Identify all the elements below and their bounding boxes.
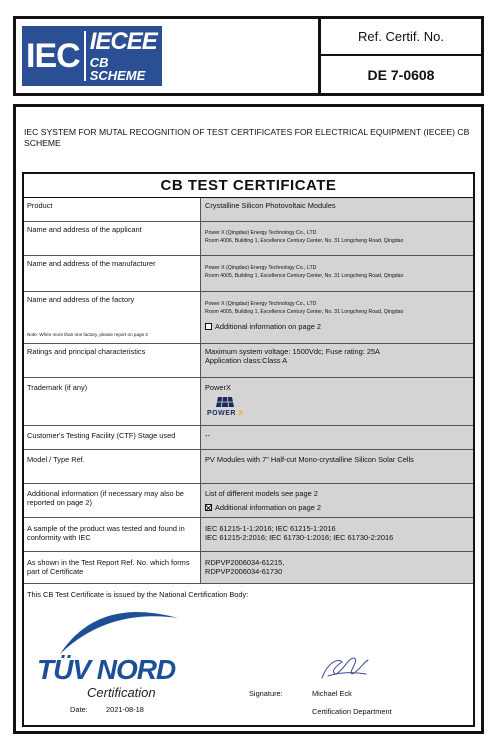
signatory-name: Michael Eck [312, 689, 352, 698]
additional-info-value [201, 484, 473, 517]
row-model [24, 450, 473, 484]
model-value: PV Modules with 7" Half-cut Mono-crystalline Silicon Solar Cells [201, 450, 473, 483]
manufacturer-label: Name and address of the manufacturer [24, 256, 201, 291]
row-report [24, 552, 473, 584]
powerx-logo [207, 396, 469, 418]
certificate-header [13, 16, 484, 96]
additional-info-checkbox[interactable] [205, 504, 212, 511]
applicant-line1: Power X (Qingdao) Energy Technology Co., LTD [205, 230, 317, 236]
product-label: Product [24, 198, 201, 221]
ratings-label: Ratings and principal characteristics [24, 344, 201, 377]
iec-iecee-logo [22, 26, 162, 86]
logo-area [16, 19, 321, 93]
certificate-frame [13, 104, 484, 734]
factory-line1: Power X (Qingdao) Energy Technology Co., LTD [205, 301, 317, 307]
ctf-value: -- [201, 426, 473, 449]
ref-certif-label: Ref. Certif. No. [321, 19, 481, 56]
applicant-label: Name and address of the applicant [24, 222, 201, 255]
sample-line1: IEC 61215-1-1:2016; IEC 61215-1:2016 [205, 524, 336, 533]
ratings-value [201, 344, 473, 377]
additional-info-checkbox-text: Additional information on page 2 [215, 503, 322, 512]
manufacturer-line2: Room 4005, Building 1, Excellence Century Center, No. 31 Longcheng Road, Qingdao [205, 273, 404, 279]
tuv-certification-text: Certification [87, 685, 156, 700]
cb-logo-text: CB [89, 55, 109, 70]
factory-note: Note: When more than one factory, please report on page 2 [27, 332, 148, 337]
factory-additional [205, 322, 469, 331]
factory-value [201, 292, 473, 343]
manufacturer-line1: Power X (Qingdao) Energy Technology Co., LTD [205, 265, 317, 271]
tuv-nord-logo-text: TÜV NORD [37, 654, 176, 685]
additional-info-checkbox-row [205, 503, 469, 512]
row-trademark [24, 378, 473, 426]
factory-additional-checkbox[interactable] [205, 323, 212, 330]
certification-department: Certification Department [312, 707, 392, 716]
issued-by-text: This CB Test Certificate is issued by the National Certification Body: [27, 590, 249, 599]
factory-label-cell [24, 292, 201, 343]
report-value [201, 552, 473, 583]
additional-info-line1: List of different models see page 2 [205, 489, 318, 498]
factory-label: Name and address of the factory [27, 295, 135, 304]
handwritten-signature [314, 652, 374, 684]
ref-certificate-box [321, 19, 481, 93]
row-applicant [24, 222, 473, 256]
row-sample [24, 518, 473, 552]
row-ctf [24, 426, 473, 450]
row-factory [24, 292, 473, 344]
ratings-line1: Maximum system voltage: 1500Vdc; Fuse rating: 25A [205, 347, 380, 356]
model-label: Model / Type Ref. [24, 450, 201, 483]
ratings-line2: Application class:Class A [205, 356, 288, 365]
logo-separator [84, 31, 86, 81]
trademark-label: Trademark (if any) [24, 378, 201, 425]
factory-additional-text: Additional information on page 2 [215, 322, 322, 331]
sample-line2: IEC 61215-2:2016; IEC 61730-1:2016; IEC 61730-2:2016 [205, 533, 394, 542]
report-label: As shown in the Test Report Ref. No. which forms part of Certificate [24, 552, 201, 583]
applicant-value [201, 222, 473, 255]
certificate-body [22, 172, 475, 727]
powerx-wordmark-x: X [238, 410, 244, 417]
row-manufacturer [24, 256, 473, 292]
iec-logo-text: IEC [26, 36, 80, 75]
signature-label: Signature: [249, 689, 283, 698]
row-additional-info [24, 484, 473, 518]
ref-certif-number: DE 7-0608 [367, 66, 435, 83]
product-value: Crystalline Silicon Photovoltaic Modules [201, 198, 473, 221]
iecee-cb-scheme-logo [90, 30, 157, 82]
applicant-line2: Room 4006, Building 1, Excellence Century Center, No. 31 Longcheng Road, Qingdao [205, 238, 404, 244]
ctf-label: Customer's Testing Facility (CTF) Stage used [24, 426, 201, 449]
sample-label: A sample of the product was tested and found in conformity with IEC [24, 518, 201, 551]
additional-info-label: Additional information (if necessary may also be reported on page 2) [24, 484, 201, 517]
factory-line2: Room 4005, Building 1, Excellence Century Center, No. 31 Longcheng Road, Qingdao [205, 309, 404, 315]
sample-value [201, 518, 473, 551]
report-line2: RDPVP2006034-61730 [205, 567, 283, 576]
date-value: 2021-08-18 [106, 705, 144, 714]
iecee-logo-text: IECEE [89, 28, 157, 55]
report-line1: RDPVP2006034-61215, [205, 558, 285, 567]
system-title: IEC SYSTEM FOR MUTAL RECOGNITION OF TEST CERTIFICATES FOR ELECTRICAL EQUIPMENT (IECEE) CB SCHEME [24, 127, 470, 148]
scheme-logo-text: SCHEME [89, 68, 146, 83]
powerx-wordmark-main: POWER [207, 410, 236, 417]
trademark-text: PowerX [205, 383, 231, 392]
row-product [24, 198, 473, 222]
row-ratings [24, 344, 473, 378]
solar-panel-icon [215, 396, 235, 408]
certificate-title: CB TEST CERTIFICATE [24, 174, 473, 198]
powerx-wordmark [207, 409, 244, 418]
manufacturer-value [201, 256, 473, 291]
date-label: Date: [70, 705, 88, 714]
trademark-value [201, 378, 473, 425]
